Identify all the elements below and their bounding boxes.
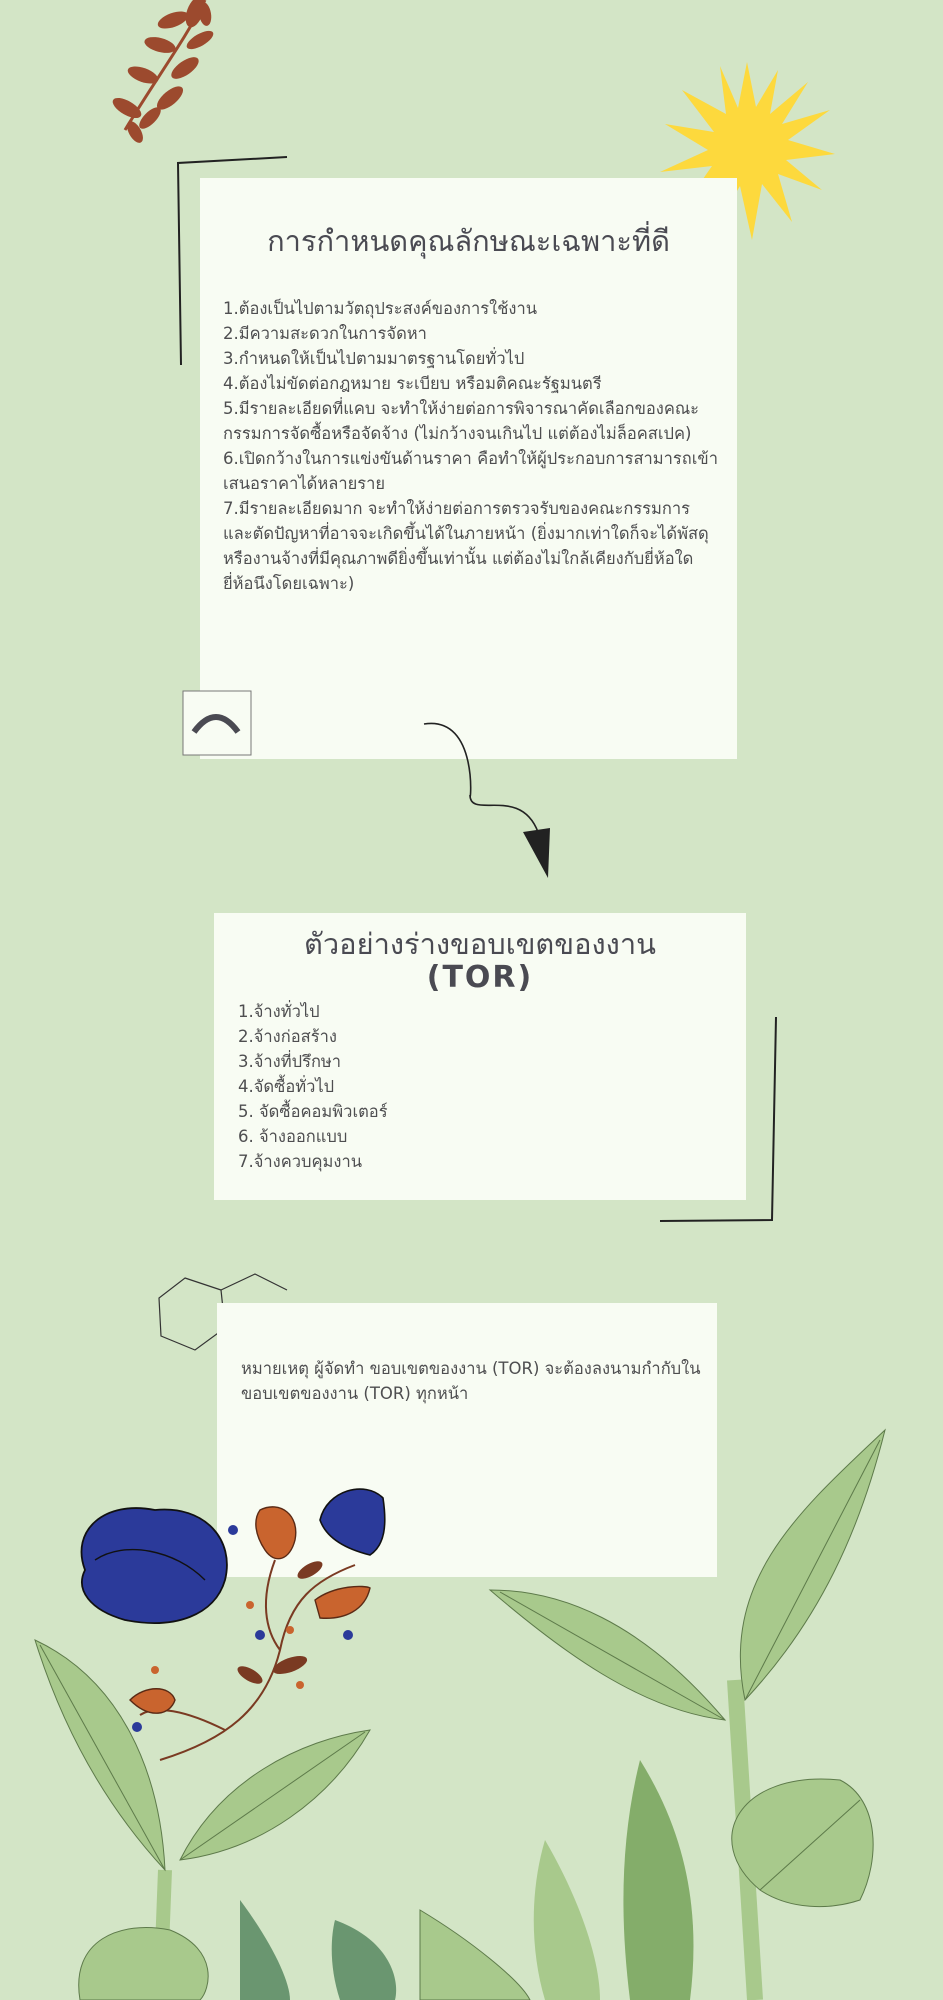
frame-line bbox=[658, 1015, 778, 1225]
list-item: 3.จ้างที่ปรึกษา bbox=[238, 1052, 342, 1071]
tor-list bbox=[238, 999, 718, 1174]
note-text: หมายเหตุ ผู้จัดทำ ขอบเขตของงาน (TOR) จะต้องลงนามกำกับในขอบเขตของงาน (TOR) ทุกหน้า bbox=[241, 1359, 701, 1403]
list-item: 5.มีรายละเอียดที่แคบ จะทำให้ง่ายต่อการพิจารณาคัดเลือกของคณะกรรมการจัดซื้อหรือจัดจ้าง (ไม่กว้างจนเกินไป แต่ต้องไม่ล็อคสเปค) bbox=[223, 399, 700, 443]
criteria-card bbox=[200, 178, 737, 759]
branch-icon bbox=[55, 0, 215, 150]
list-item: 2.จ้างก่อสร้าง bbox=[238, 1027, 337, 1046]
flower-icon bbox=[65, 1470, 395, 1770]
list-item: 7.มีรายละเอียดมาก จะทำให้ง่ายต่อการตรวจรับของคณะกรรมการ และตัดปัญหาที่อาจจะเกิดขึ้นได้ในภายหน้า (ยิ่งมากเท่าใดก็จะได้พัสดุหรืองานจ้างที่มีคุณภาพดียิ่งขึ้นเท่านั้น แต่ต้องไม่ใกล้เคียงกับยี่ห้อใดยี่ห้อนึงโดยเฉพาะ) bbox=[223, 499, 709, 593]
arrow-icon bbox=[420, 720, 560, 880]
list-item: 4.จัดซื้อทั่วไป bbox=[238, 1077, 335, 1096]
list-item: 1.ต้องเป็นไปตามวัตถุประสงค์ของการใช้งาน bbox=[223, 299, 537, 318]
list-item: 7.จ้างควบคุมงาน bbox=[238, 1152, 363, 1171]
criteria-list bbox=[223, 296, 723, 596]
tor-title: ตัวอย่างร่างขอบเขตของงาน bbox=[304, 927, 656, 961]
list-item: 3.กำหนดให้เป็นไปตามมาตรฐานโดยทั่วไป bbox=[223, 349, 525, 368]
tor-title-abbr: (TOR) bbox=[426, 960, 534, 995]
list-item: 2.มีความสะดวกในการจัดหา bbox=[223, 324, 427, 343]
criteria-title: การกำหนดคุณลักษณะเฉพาะที่ดี bbox=[267, 224, 670, 258]
list-item: 1.จ้างทั่วไป bbox=[238, 1002, 320, 1021]
tab-icon bbox=[182, 690, 252, 756]
list-item: 5. จัดซื้อคอมพิวเตอร์ bbox=[238, 1102, 388, 1121]
list-item: 4.ต้องไม่ขัดต่อกฎหมาย ระเบียบ หรือมติคณะรัฐมนตรี bbox=[223, 374, 602, 393]
list-item: 6.เปิดกว้างในการแข่งขันด้านราคา คือทำให้ผู้ประกอบการสามารถเข้าเสนอราคาได้หลายราย bbox=[223, 449, 718, 493]
list-item: 6. จ้างออกแบบ bbox=[238, 1127, 348, 1146]
